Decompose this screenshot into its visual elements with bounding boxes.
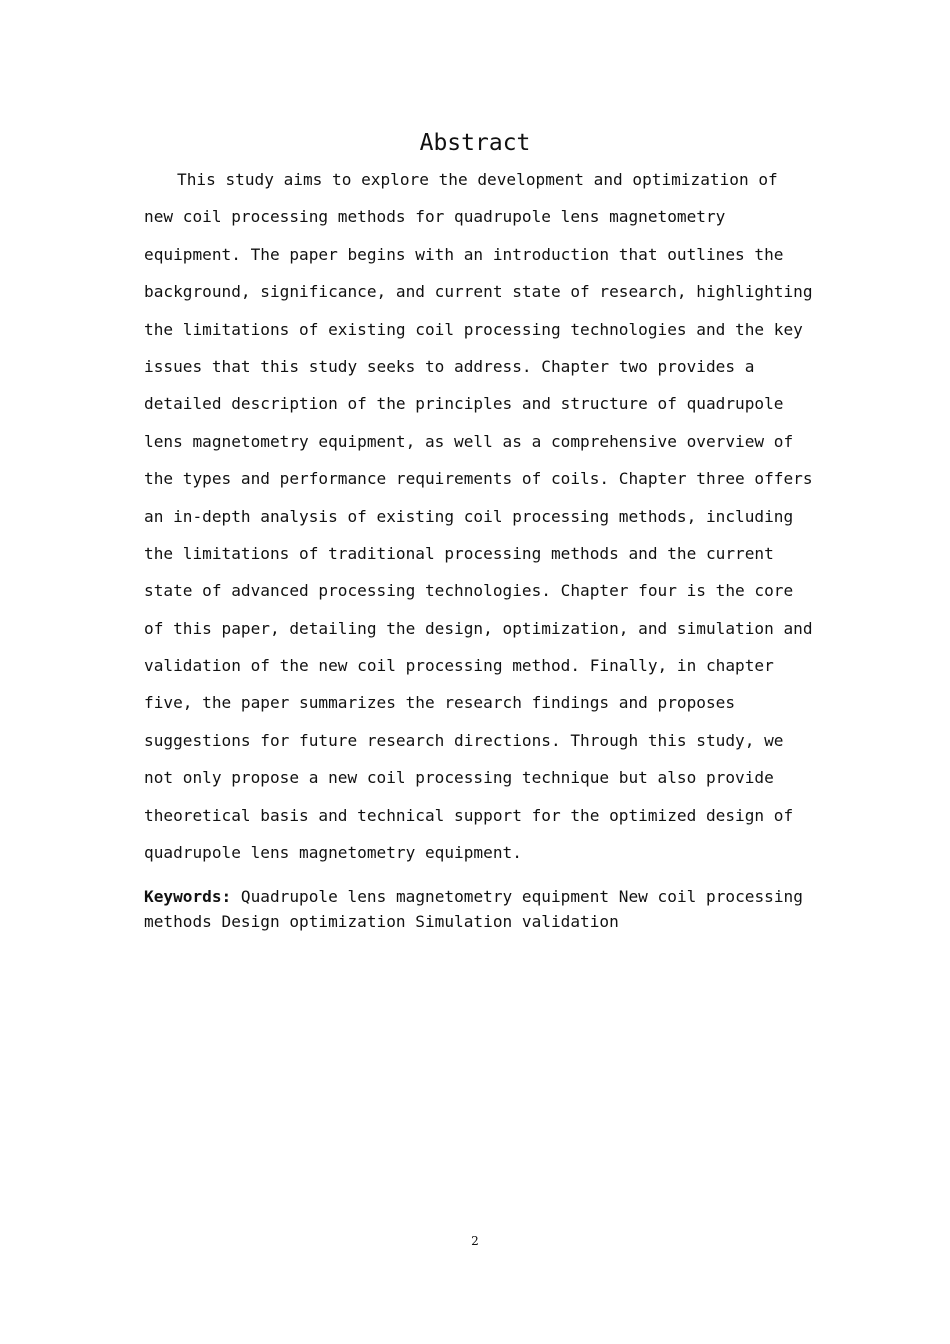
abstract-line: quadrupole lens magnetometry equipment. bbox=[144, 843, 522, 863]
abstract-line: lens magnetometry equipment, as well as a comprehensive overview of bbox=[144, 431, 794, 451]
abstract-line: the types and performance requirements of coils. Chapter three offers bbox=[144, 469, 813, 489]
keywords-section bbox=[144, 884, 824, 934]
abstract-title: Abstract bbox=[419, 130, 531, 156]
abstract-line: validation of the new coil processing method. Finally, in chapter bbox=[144, 656, 774, 676]
abstract-body bbox=[144, 161, 824, 871]
abstract-line: the limitations of existing coil processing technologies and the key bbox=[144, 319, 803, 339]
abstract-line: issues that this study seeks to address. Chapter two provides a bbox=[144, 356, 755, 376]
keywords-text-1: Quadrupole lens magnetometry equipment New coil processing bbox=[240, 887, 803, 906]
abstract-line: the limitations of traditional processing methods and the current bbox=[144, 543, 774, 563]
keywords-text-2: methods Design optimization Simulation validation bbox=[144, 912, 619, 931]
abstract-line: background, significance, and current state of research, highlighting bbox=[144, 282, 813, 302]
abstract-line: state of advanced processing technologies. Chapter four is the core bbox=[144, 581, 794, 601]
abstract-line: an in-depth analysis of existing coil processing methods, including bbox=[144, 506, 794, 526]
abstract-line: not only propose a new coil processing technique but also provide bbox=[144, 768, 774, 788]
abstract-line: detailed description of the principles and structure of quadrupole bbox=[144, 394, 784, 414]
abstract-line: suggestions for future research directions. Through this study, we bbox=[144, 730, 784, 750]
abstract-line: of this paper, detailing the design, optimization, and simulation and bbox=[144, 618, 813, 638]
abstract-line: equipment. The paper begins with an introduction that outlines the bbox=[144, 244, 784, 264]
abstract-line: theoretical basis and technical support for the optimized design of bbox=[144, 805, 794, 825]
page-number: 2 bbox=[471, 1234, 479, 1248]
abstract-line: five, the paper summarizes the research findings and proposes bbox=[144, 693, 736, 713]
keywords-label: Keywords: bbox=[144, 887, 232, 906]
keywords-line-1 bbox=[144, 884, 824, 909]
abstract-line: This study aims to explore the development and optimization of bbox=[177, 170, 778, 189]
abstract-line: new coil processing methods for quadrupole lens magnetometry bbox=[144, 207, 726, 227]
